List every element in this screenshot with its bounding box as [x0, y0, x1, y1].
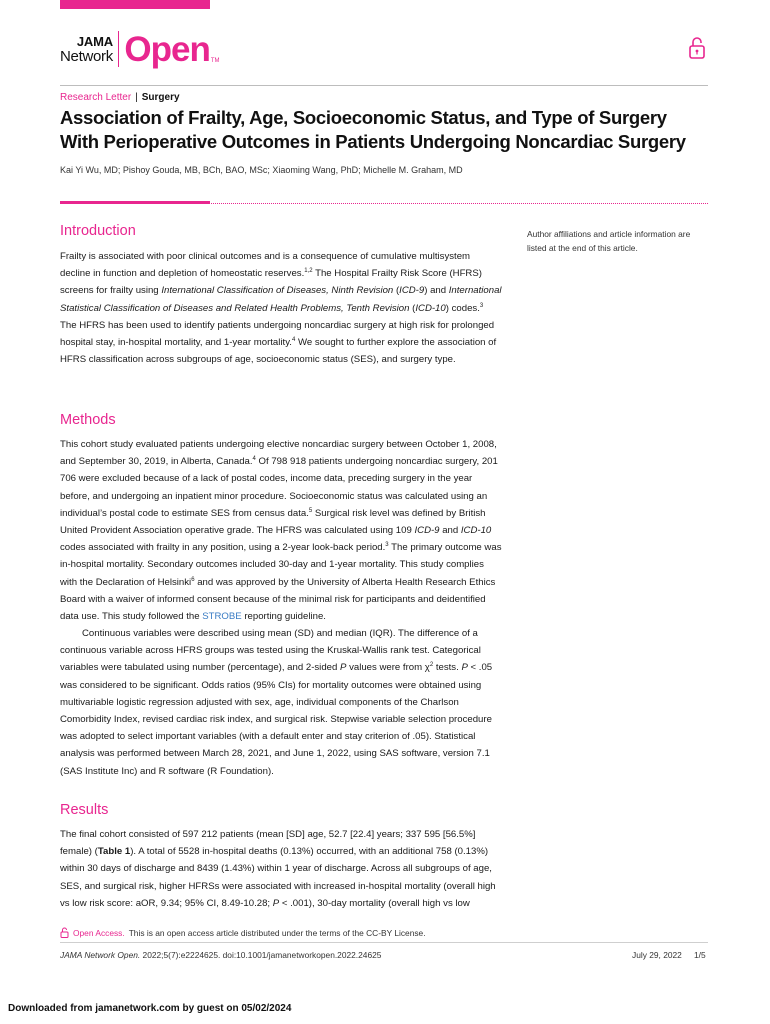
page-number: 1/5	[694, 950, 706, 960]
open-lock-icon[interactable]	[688, 36, 706, 60]
introduction-paragraph: Frailty is associated with poor clinical outcomes and is a consequence of cumulative multisystem decline in function and depletion of homeostatic reserves.$^{1,2}$ The Hospital Frailty Risk Score (HFRS) screens for frailty using International Classification of Diseases, Ninth Revision (ICD-9) and International Statistical Classification of Diseases and Related Health Problems, Tenth Revision (ICD-10) codes.$^3$ The HFRS has been used to identify patients undergoing noncardiac surgery at high risk for prolonged hospital stay, in-hospital mortality, and 1-year mortality.$^4$ We sought to further explore the association of HFRS classification across subgroups of age, socioeconomic status (SES), and surgery type.	[60, 251, 502, 366]
logo-wordmark	[60, 35, 113, 64]
logo-jama-text: JAMA	[76, 33, 113, 49]
article-type[interactable]: Research Letter	[60, 92, 132, 103]
strobe-link[interactable]: STROBE	[202, 611, 242, 623]
open-access-label[interactable]: Open Access.	[73, 927, 125, 938]
top-accent-bar	[60, 0, 210, 9]
author-affiliations-note: Author affiliations and article information are listed at the end of this article.	[527, 229, 691, 253]
logo-network-text: Network	[60, 47, 113, 65]
ref-3[interactable]: 3	[479, 302, 484, 309]
results-heading: Results	[60, 802, 109, 818]
article-kicker	[60, 92, 180, 103]
section-divider-accent	[60, 201, 210, 204]
jama-network-open-logo[interactable]	[60, 28, 220, 70]
open-access-note	[60, 927, 426, 938]
methods-heading: Methods	[60, 412, 116, 428]
kicker-separator: |	[135, 92, 138, 103]
article-title: Association of Frailty, Age, Socioeconomic Status, and Type of Surgery With Perioperative Outcomes in Patients Undergoing Noncardiac Surgery	[60, 107, 686, 152]
ref-3[interactable]: 3	[385, 542, 389, 549]
methods-paragraph-2: Continuous variables were described using mean (SD) and median (IQR). The difference of a continuous variable across HFRS groups was tested using the Kruskal-Wallis rank test. Categorical variables were tabulated using number (percentage), and 2-sided P values were from $\chi^2$ tests. P < .05 was considered to be significant. Odds ratios (95% CIs) for mortality outcomes were obtained using multivariable logistic regression adjusted with sex, age, individual components of the Charlson Comorbidity Index, revised cardiac risk index, and surgical risk. Stepwise variable selection procedure was adopted to select important variables (with a default enter and stay criterion of .05). Statistical analysis was performed between March 28, 2021, and June 1, 2022, using SAS software, version 7.1 (SAS Institute Inc) and R software (R Foundation).	[60, 628, 493, 777]
header-divider	[60, 85, 708, 86]
ref-5[interactable]: 5	[308, 507, 313, 514]
citation-text: 2022;5(7):e2224625. doi:10.1001/jamanetworkopen.2022.24625	[140, 950, 382, 960]
open-access-lock-icon	[60, 927, 69, 938]
results-paragraph: The final cohort consisted of 597 212 patients (mean [SD] age, 52.7 [22.4] years; 337 595 [56.5%] female) (Table 1). A total of 5528 in-hospital deaths (0.13%) occurred, with an additional 758 (0.13%) within 30 days of discharge and 8439 (1.43%) within 1 year of discharge. Across all subgroups of age, SES, and surgical risk, higher HFRSs were associated with increased in-hospital mortality (overall high vs low risk score: aOR, 9.34; 95% CI, 8.49-10.28; P < .001), 30-day mortality (overall high vs low	[60, 829, 496, 909]
methods-paragraph-1: This cohort study evaluated patients undergoing elective noncardiac surgery between October 1, 2008, and September 30, 2019, in Alberta, Canada.$^4$ Of 798 918 patients undergoing noncardiac surgery, 201 706 were excluded because of a lack of postal codes, income data, preceding surgery in the year before, and undergoing an inpatient minor procedure. Socioeconomic status was calculated using an individual’s postal code to estimate SES from census data.$^5$ Surgical risk level was defined by British United Provident Association operative grade. The HFRS was calculated using 109 ICD-9 and ICD-10 codes associated with frailty in any position, using a 2-year look-back period.$^3$ The primary outcome was in-hospital mortality. Secondary outcomes included 30-day and 1-year mortality. This study complies with the Declaration of Helsinki$^6$ and was approved by the University of Alberta Health Research Ethics Board with a waiver of informed consent because of the minimal risk for participants and deidentified data use. This study followed the STROBE reporting guideline.	[60, 439, 502, 623]
download-stamp: Downloaded from jamanetwork.com by guest on 05/02/2024	[8, 1003, 292, 1014]
publication-date: July 29, 2022	[632, 950, 682, 960]
introduction-heading: Introduction	[60, 223, 136, 239]
ref-6[interactable]: 6	[191, 576, 195, 583]
ref-1-2[interactable]: 1,2	[304, 268, 313, 275]
ref-4[interactable]: 4	[291, 337, 296, 344]
logo-open-text: Open	[124, 29, 210, 69]
author-list: Kai Yi Wu, MD; Pishoy Gouda, MB, BCh, BAO, MSc; Xiaoming Wang, PhD; Michelle M. Graham, MD	[60, 165, 463, 175]
table-1-link[interactable]: Table 1	[97, 846, 131, 858]
logo-trademark: TM	[210, 58, 220, 64]
article-category[interactable]: Surgery	[141, 92, 180, 103]
ref-4[interactable]: 4	[252, 456, 256, 463]
journal-name: JAMA Network Open.	[60, 950, 141, 960]
logo-divider	[118, 31, 120, 67]
citation-line	[60, 950, 381, 960]
open-access-text: This is an open access article distributed under the terms of the CC-BY License.	[128, 927, 426, 938]
footer-divider	[60, 942, 708, 943]
